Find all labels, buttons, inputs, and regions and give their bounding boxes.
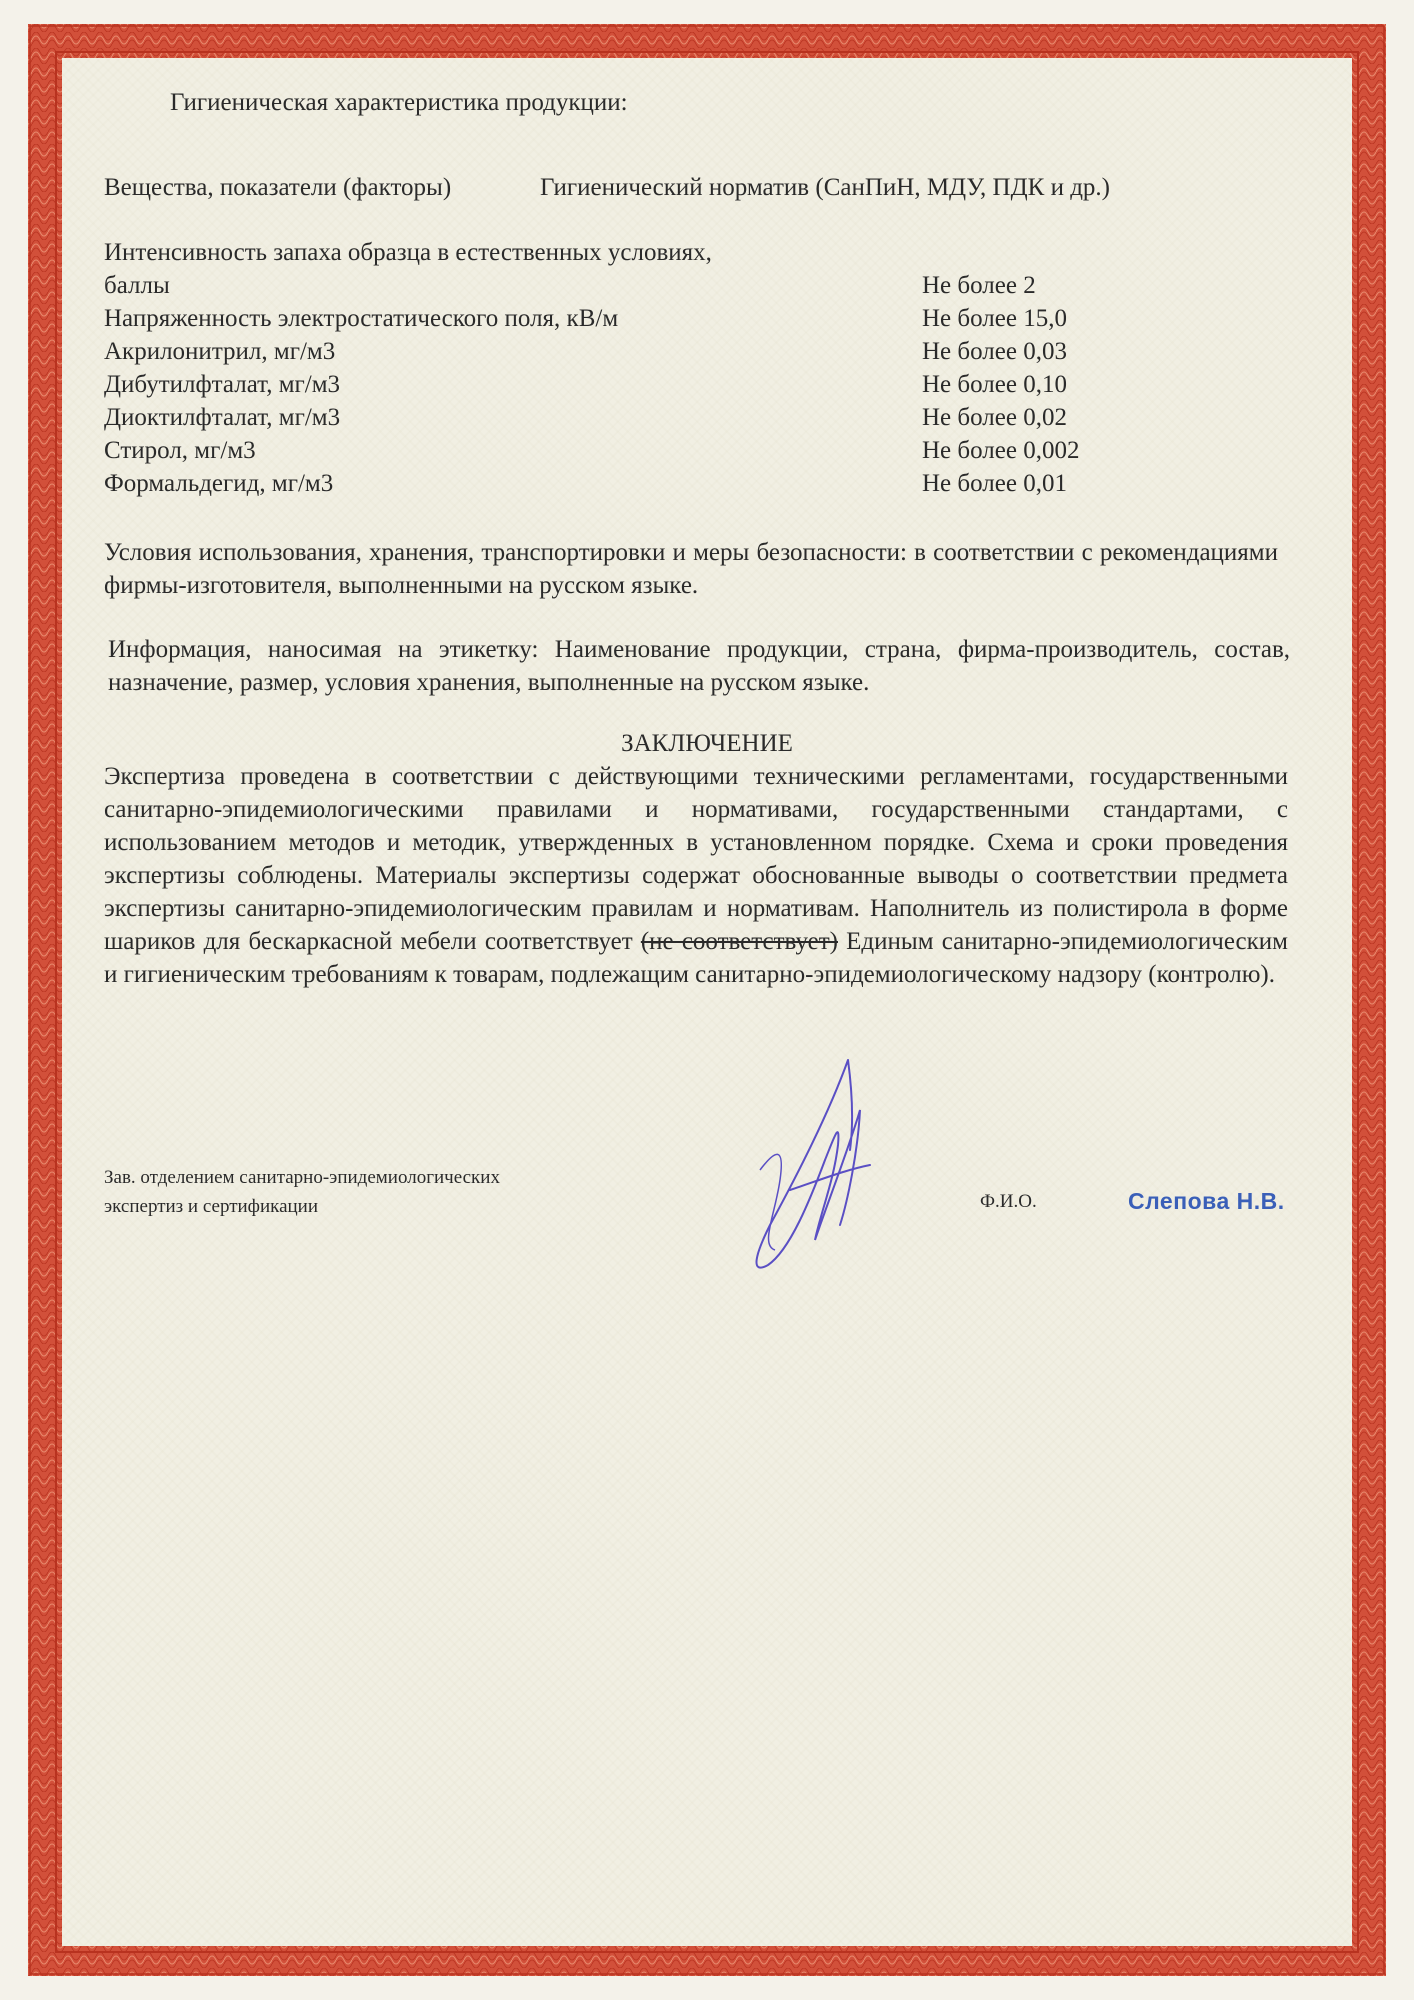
- row-substance: Диоктилфталат, мг/м3: [104, 404, 341, 431]
- row-substance: Акрилонитрил, мг/м3: [104, 338, 336, 365]
- table-row: [104, 302, 1104, 335]
- table-row: [104, 236, 1104, 269]
- struck-out-text: (не соответствует): [640, 928, 838, 955]
- table-row: [104, 269, 1104, 302]
- usage-conditions-paragraph: Условия использования, хранения, транспортировки и меры безопасности: в соответствии с рекомендациями фирмы-изготовителя, выполненными на русском языке.: [104, 539, 1278, 599]
- row-norm: Не более 0,002: [922, 437, 1080, 464]
- fio-label: Ф.И.О.: [980, 1191, 1037, 1212]
- table-row: [104, 434, 1104, 467]
- row-norm: Не более 0,10: [922, 371, 1067, 398]
- row-substance: Дибутилфталат, мг/м3: [104, 371, 341, 398]
- conclusion-text-part1: Экспертиза проведена в соответствии с действующими техническими регламентами, государственными санитарно-эпидемиологическими правилами и нормативами, государственными стандартами, с использованием методов и методик, утвержденных в установленном порядке. Схема и сроки проведения экспертизы соблюдены. Материалы экспертизы содержат обоснованные выводы о соответствии предмета экспертизы санитарно-эпидемиологическим правилам и нормативам. Наполнитель из полистирола в форме шариков для бескаркасной мебели соответствует: [104, 763, 1288, 955]
- row-substance: Интенсивность запаха образца в естественных условиях,: [104, 239, 712, 266]
- row-norm: Не более 2: [922, 272, 1036, 299]
- row-substance: Напряженность электростатического поля, кВ/м: [104, 305, 619, 332]
- column-header-norm: Гигиенический норматив (СанПиН, МДУ, ПДК и др.): [540, 174, 1110, 201]
- hygiene-table: [104, 236, 1104, 500]
- conclusion-title: ЗАКЛЮЧЕНИЕ: [621, 730, 793, 757]
- table-row: [104, 401, 1104, 434]
- table-row: [104, 368, 1104, 401]
- label-info-paragraph: Информация, наносимая на этикетку: Наименование продукции, страна, фирма-производитель, состав, назначение, размер, условия хранения, выполненные на русском языке.: [108, 636, 1290, 696]
- conclusion-text-part2: Единым санитарно-эпидемиологическим и гигиеническим требованиям к товарам, подлежащим санитарно-эпидемиологическому надзору (контролю).: [104, 928, 1288, 988]
- row-norm: Не более 0,03: [922, 338, 1067, 365]
- section-heading: Гигиеническая характеристика продукции:: [170, 89, 628, 116]
- signer-title-line1: Зав. отделением санитарно-эпидемиологических: [104, 1167, 500, 1188]
- signer-title-line2: экспертиз и сертификации: [104, 1196, 319, 1217]
- table-row: [104, 335, 1104, 368]
- signer-title: [104, 1163, 500, 1221]
- signer-name-stamp: Слепова Н.В.: [1128, 1188, 1285, 1214]
- row-norm: Не более 0,01: [922, 470, 1067, 497]
- conclusion-paragraph: [104, 760, 1288, 991]
- row-substance: Формальдегид, мг/м3: [104, 470, 334, 497]
- row-norm: Не более 15,0: [922, 305, 1067, 332]
- handwritten-signature: [730, 1050, 900, 1280]
- table-row: [104, 467, 1104, 500]
- row-substance: баллы: [104, 272, 170, 299]
- row-norm: Не более 0,02: [922, 404, 1067, 431]
- column-header-substances: Вещества, показатели (факторы): [104, 174, 452, 201]
- row-substance: Стирол, мг/м3: [104, 437, 256, 464]
